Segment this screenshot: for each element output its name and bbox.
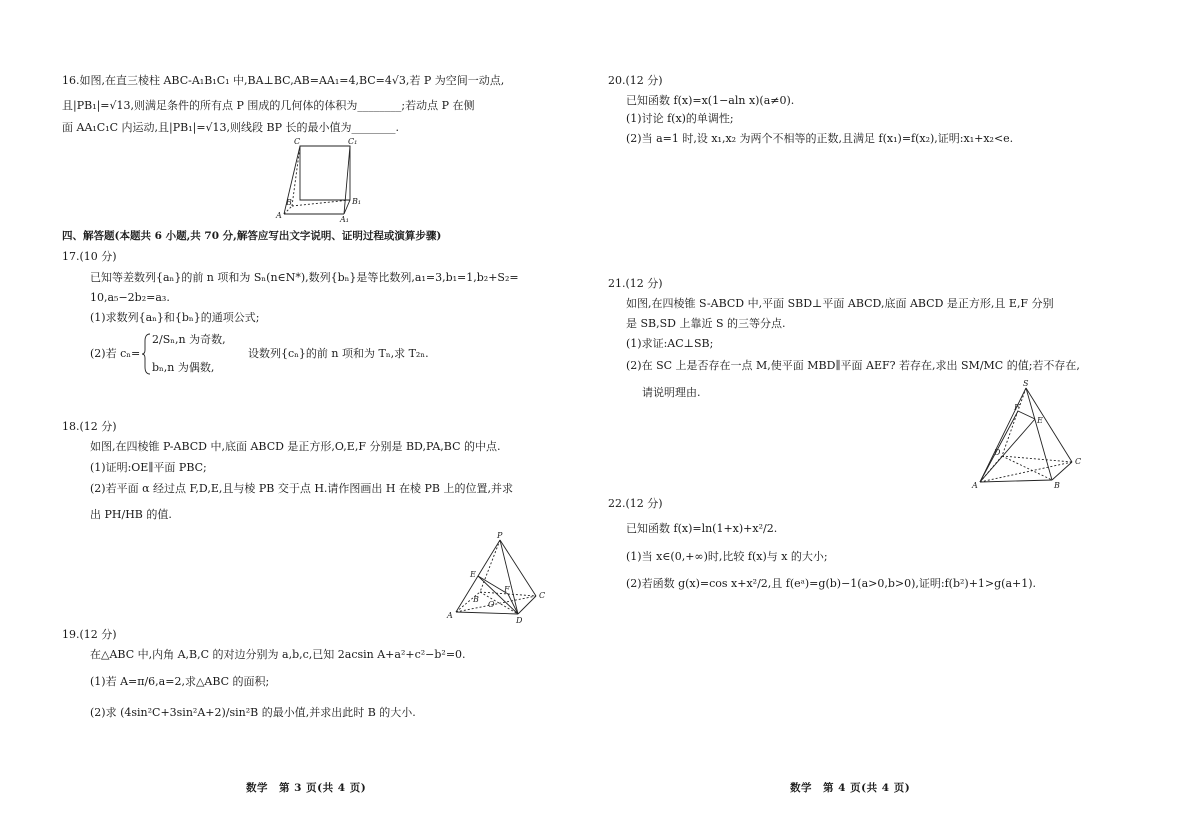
q20-line-1: 已知函数 f(x)=x(1−aln x)(a≠0). (626, 94, 795, 107)
q16-line-3: 面 AA₁C₁C 内运动,且|PB₁|=√13,则线段 BP 长的最小值为________. (62, 121, 400, 134)
fig21-label-d: D (994, 448, 1001, 457)
q17-case-even: bₙ,n 为偶数, (152, 361, 215, 374)
q19-header: 19.(12 分) (62, 628, 117, 641)
q18-header: 18.(12 分) (62, 420, 117, 433)
q21-part-2-line-1: (2)在 SC 上是否存在一点 M,使平面 MBD∥平面 AEF? 若存在,求出 SM/MC 的值;若不存在, (626, 359, 1080, 372)
q20-part-2: (2)当 a=1 时,设 x₁,x₂ 为两个不相等的正数,且满足 f(x₁)=f(x₂),证明:x₁+x₂<e. (626, 132, 1014, 145)
fig16-label-b1: B₁ (352, 197, 362, 206)
q21-part-1: (1)求证:AC⊥SB; (626, 337, 714, 350)
q21-pyramid-figure (970, 380, 1090, 490)
fig21-label-c: C (1075, 457, 1082, 466)
page-4 (600, 0, 1200, 838)
fig21-label-s: S (1023, 379, 1029, 388)
q21-header: 21.(12 分) (608, 277, 663, 290)
fig16-label-a: A (276, 211, 282, 220)
q17-part-1: (1)求数列{aₙ}和{bₙ}的通项公式; (90, 311, 260, 324)
footer-page-4: 数学 第 4 页(共 4 页) (790, 782, 911, 794)
q22-line-1: 已知函数 f(x)=ln(1+x)+x²/2. (626, 522, 778, 535)
fig21-label-f: F (1014, 403, 1020, 412)
q16-line-1: 16.如图,在直三棱柱 ABC-A₁B₁C₁ 中,BA⊥BC,AB=AA₁=4,BC=4√3,若 P 为空间一动点, (62, 74, 505, 87)
section-4-heading: 四、解答题(本题共 6 小题,共 70 分,解答应写出文字说明、证明过程或演算步骤) (62, 230, 442, 242)
q17-line-1: 已知等差数列{aₙ}的前 n 项和为 Sₙ(n∈N*),数列{bₙ}是等比数列,a₁=3,b₁=1,b₂+S₂= (90, 271, 519, 284)
fig18-label-e: E (470, 570, 476, 579)
fig18-label-o: O (488, 600, 495, 609)
fig18-label-b: B (473, 595, 479, 604)
fig18-label-a: A (447, 611, 453, 620)
q22-header: 22.(12 分) (608, 497, 663, 510)
q18-line-1: 如图,在四棱锥 P-ABCD 中,底面 ABCD 是正方形,O,E,F 分别是 BD,PA,BC 的中点. (90, 440, 501, 453)
piecewise-brace (142, 333, 152, 375)
q17-part-2-lead: (2)若 cₙ= (90, 347, 141, 360)
fig18-label-f: F (504, 585, 510, 594)
fig18-label-d: D (516, 616, 523, 625)
fig16-label-c1: C₁ (348, 137, 358, 146)
q18-part-2-line-2: 出 PH/HB 的值. (90, 508, 172, 521)
q21-line-2: 是 SB,SD 上靠近 S 的三等分点. (626, 317, 786, 330)
q21-line-1: 如图,在四棱锥 S-ABCD 中,平面 SBD⊥平面 ABCD,底面 ABCD 是正方形,且 E,F 分别 (626, 297, 1054, 310)
fig21-label-b: B (1054, 481, 1060, 490)
q20-header: 20.(12 分) (608, 74, 663, 87)
q18-part-2-line-1: (2)若平面 α 经过点 F,D,E,且与棱 PB 交于点 H.请作图画出 H 在棱 PB 上的位置,并求 (90, 482, 513, 495)
q18-part-1: (1)证明:OE∥平面 PBC; (90, 461, 207, 474)
fig21-label-e: E (1037, 416, 1043, 425)
q19-line-1: 在△ABC 中,内角 A,B,C 的对边分别为 a,b,c,已知 2acsin A+a²+c²−b²=0. (90, 648, 466, 661)
fig16-label-a1: A₁ (340, 215, 349, 224)
fig18-label-p: P (497, 531, 503, 540)
fig21-label-a: A (972, 481, 978, 490)
q17-line-2: 10,a₅−2b₂=a₃. (90, 291, 170, 304)
q17-case-odd: 2/Sₙ,n 为奇数, (152, 333, 226, 346)
q17-part-2-tail: 设数列{cₙ}的前 n 项和为 Tₙ,求 T₂ₙ. (248, 347, 429, 360)
fig16-label-b: B (286, 198, 292, 207)
q20-part-1: (1)讨论 f(x)的单调性; (626, 112, 734, 125)
footer-page-3: 数学 第 3 页(共 4 页) (246, 782, 367, 794)
fig16-label-c: C (294, 137, 301, 146)
q22-part-2: (2)若函数 g(x)=cos x+x²/2,且 f(eᵃ)=g(b)−1(a>0,b>0),证明:f(b²)+1>g(a+1). (626, 577, 1037, 590)
fig18-label-c: C (539, 591, 546, 600)
q18-pyramid-figure (440, 532, 550, 624)
q17-header: 17.(10 分) (62, 250, 117, 263)
q21-part-2-line-2: 请说明理由. (642, 386, 701, 399)
q19-part-2: (2)求 (4sin²C+3sin²A+2)/sin²B 的最小值,并求出此时 B 的大小. (90, 706, 416, 719)
q16-line-2: 且|PB₁|=√13,则满足条件的所有点 P 围成的几何体的体积为________;若动点 P 在侧 (62, 99, 475, 112)
q19-part-1: (1)若 A=π/6,a=2,求△ABC 的面积; (90, 675, 270, 688)
q22-part-1: (1)当 x∈(0,+∞)时,比较 f(x)与 x 的大小; (626, 550, 828, 563)
q16-prism-figure (270, 138, 370, 222)
